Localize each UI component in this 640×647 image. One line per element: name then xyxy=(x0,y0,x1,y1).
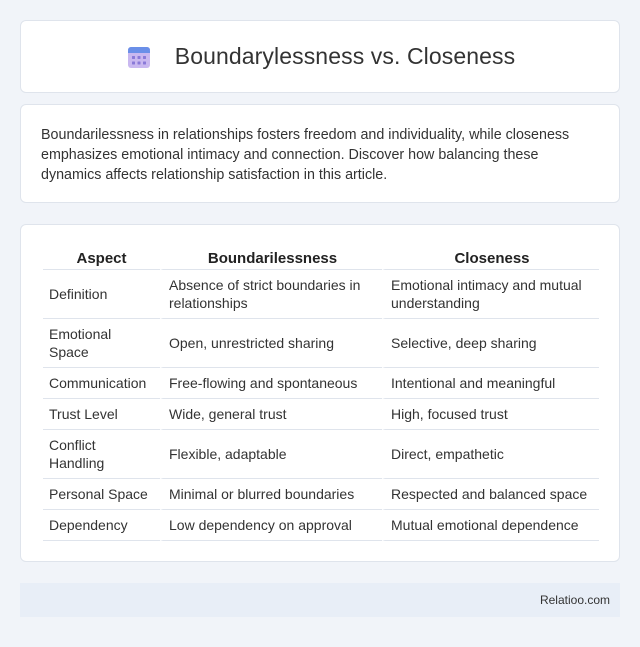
intro-card xyxy=(20,104,620,203)
title-card xyxy=(20,20,620,93)
table-cell: Emotional Space xyxy=(43,319,160,368)
table-cell: Communication xyxy=(43,368,160,399)
table-cell: Flexible, adaptable xyxy=(160,430,382,479)
table-row xyxy=(43,270,599,319)
table-row xyxy=(43,510,599,541)
table-cell: Dependency xyxy=(43,510,160,541)
footer xyxy=(20,583,620,617)
table-row xyxy=(43,479,599,510)
column-header-aspect: Aspect xyxy=(43,244,160,270)
table-row xyxy=(43,319,599,368)
calendar-icon xyxy=(125,43,153,71)
column-header-closeness: Closeness xyxy=(382,244,599,270)
table-cell: Minimal or blurred boundaries xyxy=(160,479,382,510)
table-cell: Definition xyxy=(43,270,160,319)
table-cell: Mutual emotional dependence xyxy=(382,510,599,541)
table-row xyxy=(43,430,599,479)
table-cell: Open, unrestricted sharing xyxy=(160,319,382,368)
table-cell: Free-flowing and spontaneous xyxy=(160,368,382,399)
table-cell: Absence of strict boundaries in relationships xyxy=(160,270,382,319)
footer-brand: Relatioo.com xyxy=(539,593,610,607)
page-title: Boundarylessness vs. Closeness xyxy=(174,43,516,69)
table-cell: Personal Space xyxy=(43,479,160,510)
table-cell: Selective, deep sharing xyxy=(382,319,599,368)
comparison-table xyxy=(43,244,599,541)
table-row xyxy=(43,368,599,399)
intro-text: Boundarilessness in relationships fosters freedom and individuality, while closeness emphasizes emotional intimacy and connection. Discover how balancing these dynamics affects relationship satisfaction in this article. xyxy=(41,127,570,183)
column-header-boundarilessness: Boundarilessness xyxy=(160,244,382,270)
table-header-row xyxy=(43,244,599,270)
comparison-table-card xyxy=(20,224,620,562)
table-cell: Direct, empathetic xyxy=(382,430,599,479)
table-cell: Trust Level xyxy=(43,399,160,430)
table-cell: Respected and balanced space xyxy=(382,479,599,510)
table-row xyxy=(43,399,599,430)
table-cell: Intentional and meaningful xyxy=(382,368,599,399)
table-cell: Wide, general trust xyxy=(160,399,382,430)
table-cell: High, focused trust xyxy=(382,399,599,430)
table-cell: Conflict Handling xyxy=(43,430,160,479)
table-cell: Emotional intimacy and mutual understanding xyxy=(382,270,599,319)
table-cell: Low dependency on approval xyxy=(160,510,382,541)
